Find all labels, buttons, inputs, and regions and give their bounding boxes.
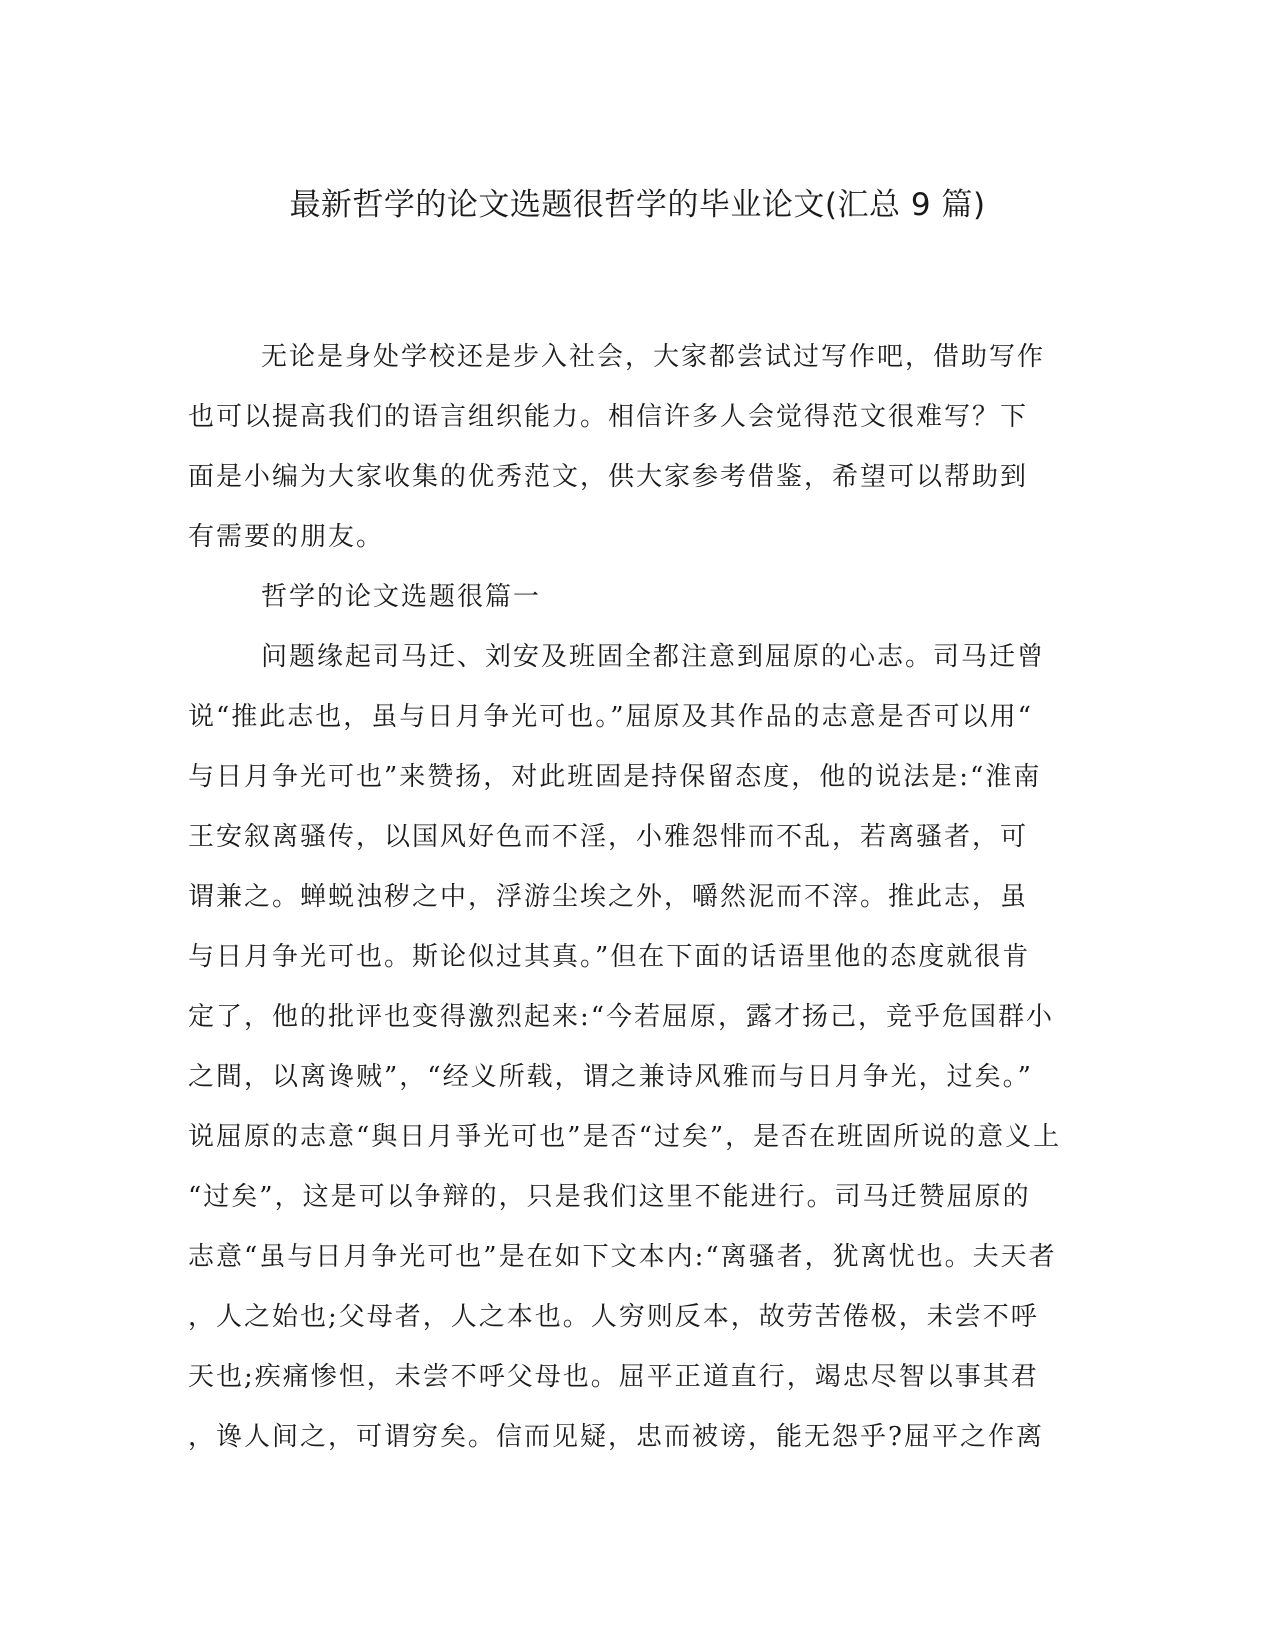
text-line: 与日月争光可也。斯论似过其真。”但在下面的话语里他的态度就很肯 — [188, 942, 1031, 972]
text-line: 问题缘起司马迁、刘安及班固全都注意到屈原的心志。司马迁曾 — [261, 642, 1046, 672]
text-line: 也可以提高我们的语言组织能力。相信许多人会觉得范文很难写？下 — [188, 402, 1029, 432]
text-line: 志意“虽与日月争光可也”是在如下文本内:“离骚者，犹离忧也。夫天者 — [188, 1242, 1057, 1272]
text-line: 王安叙离骚传，以国风好色而不淫，小雅怨悱而不乱，若离骚者，可 — [188, 822, 1029, 852]
text-line: “过矣”，这是可以争辩的，只是我们这里不能进行。司马迁赞屈原的 — [188, 1182, 1031, 1212]
text-line: 与日月争光可也”来赞扬，对此班固是持保留态度，他的说法是:“淮南 — [188, 762, 1042, 792]
text-line: 哲学的论文选题很篇一 — [261, 582, 542, 612]
document-title: 最新哲学的论文选题很哲学的毕业论文(汇总 9 篇) — [289, 187, 986, 223]
text-line: 定了，他的批评也变得激烈起来:“今若屈原，露才扬己，竞乎危国群小 — [188, 1002, 1055, 1032]
text-line: ，人之始也;父母者，人之本也。人穷则反本，故劳苦倦极，未尝不呼 — [188, 1302, 1039, 1332]
document-body — [188, 327, 1088, 1467]
text-line: 面是小编为大家收集的优秀范文，供大家参考借鉴，希望可以帮助到 — [188, 462, 1029, 492]
text-line: 有需要的朋友。 — [188, 522, 385, 552]
text-line: 无论是身处学校还是步入社会，大家都尝试过写作吧，借助写作 — [261, 342, 1046, 372]
text-line: 说屈原的志意“與日月爭光可也”是否“过矣”，是否在班固所说的意义上 — [188, 1122, 1062, 1152]
text-line: 谓兼之。蝉蜕浊秽之中，浮游尘埃之外，嚼然泥而不滓。推此志，虽 — [188, 882, 1029, 912]
text-line: 天也;疾痛惨怛，未尝不呼父母也。屈平正道直行，竭忠尽智以事其君 — [188, 1362, 1039, 1392]
text-line: 说“推此志也，虽与日月争光可也。”屈原及其作品的志意是否可以用“ — [188, 702, 1033, 732]
text-line: ，谗人间之，可谓穷矣。信而见疑，忠而被谤，能无怨乎?屈平之作离 — [188, 1422, 1044, 1452]
text-line: 之間，以离谗贼”，“经义所载，谓之兼诗风雅而与日月争光，过矣。” — [188, 1062, 1033, 1092]
